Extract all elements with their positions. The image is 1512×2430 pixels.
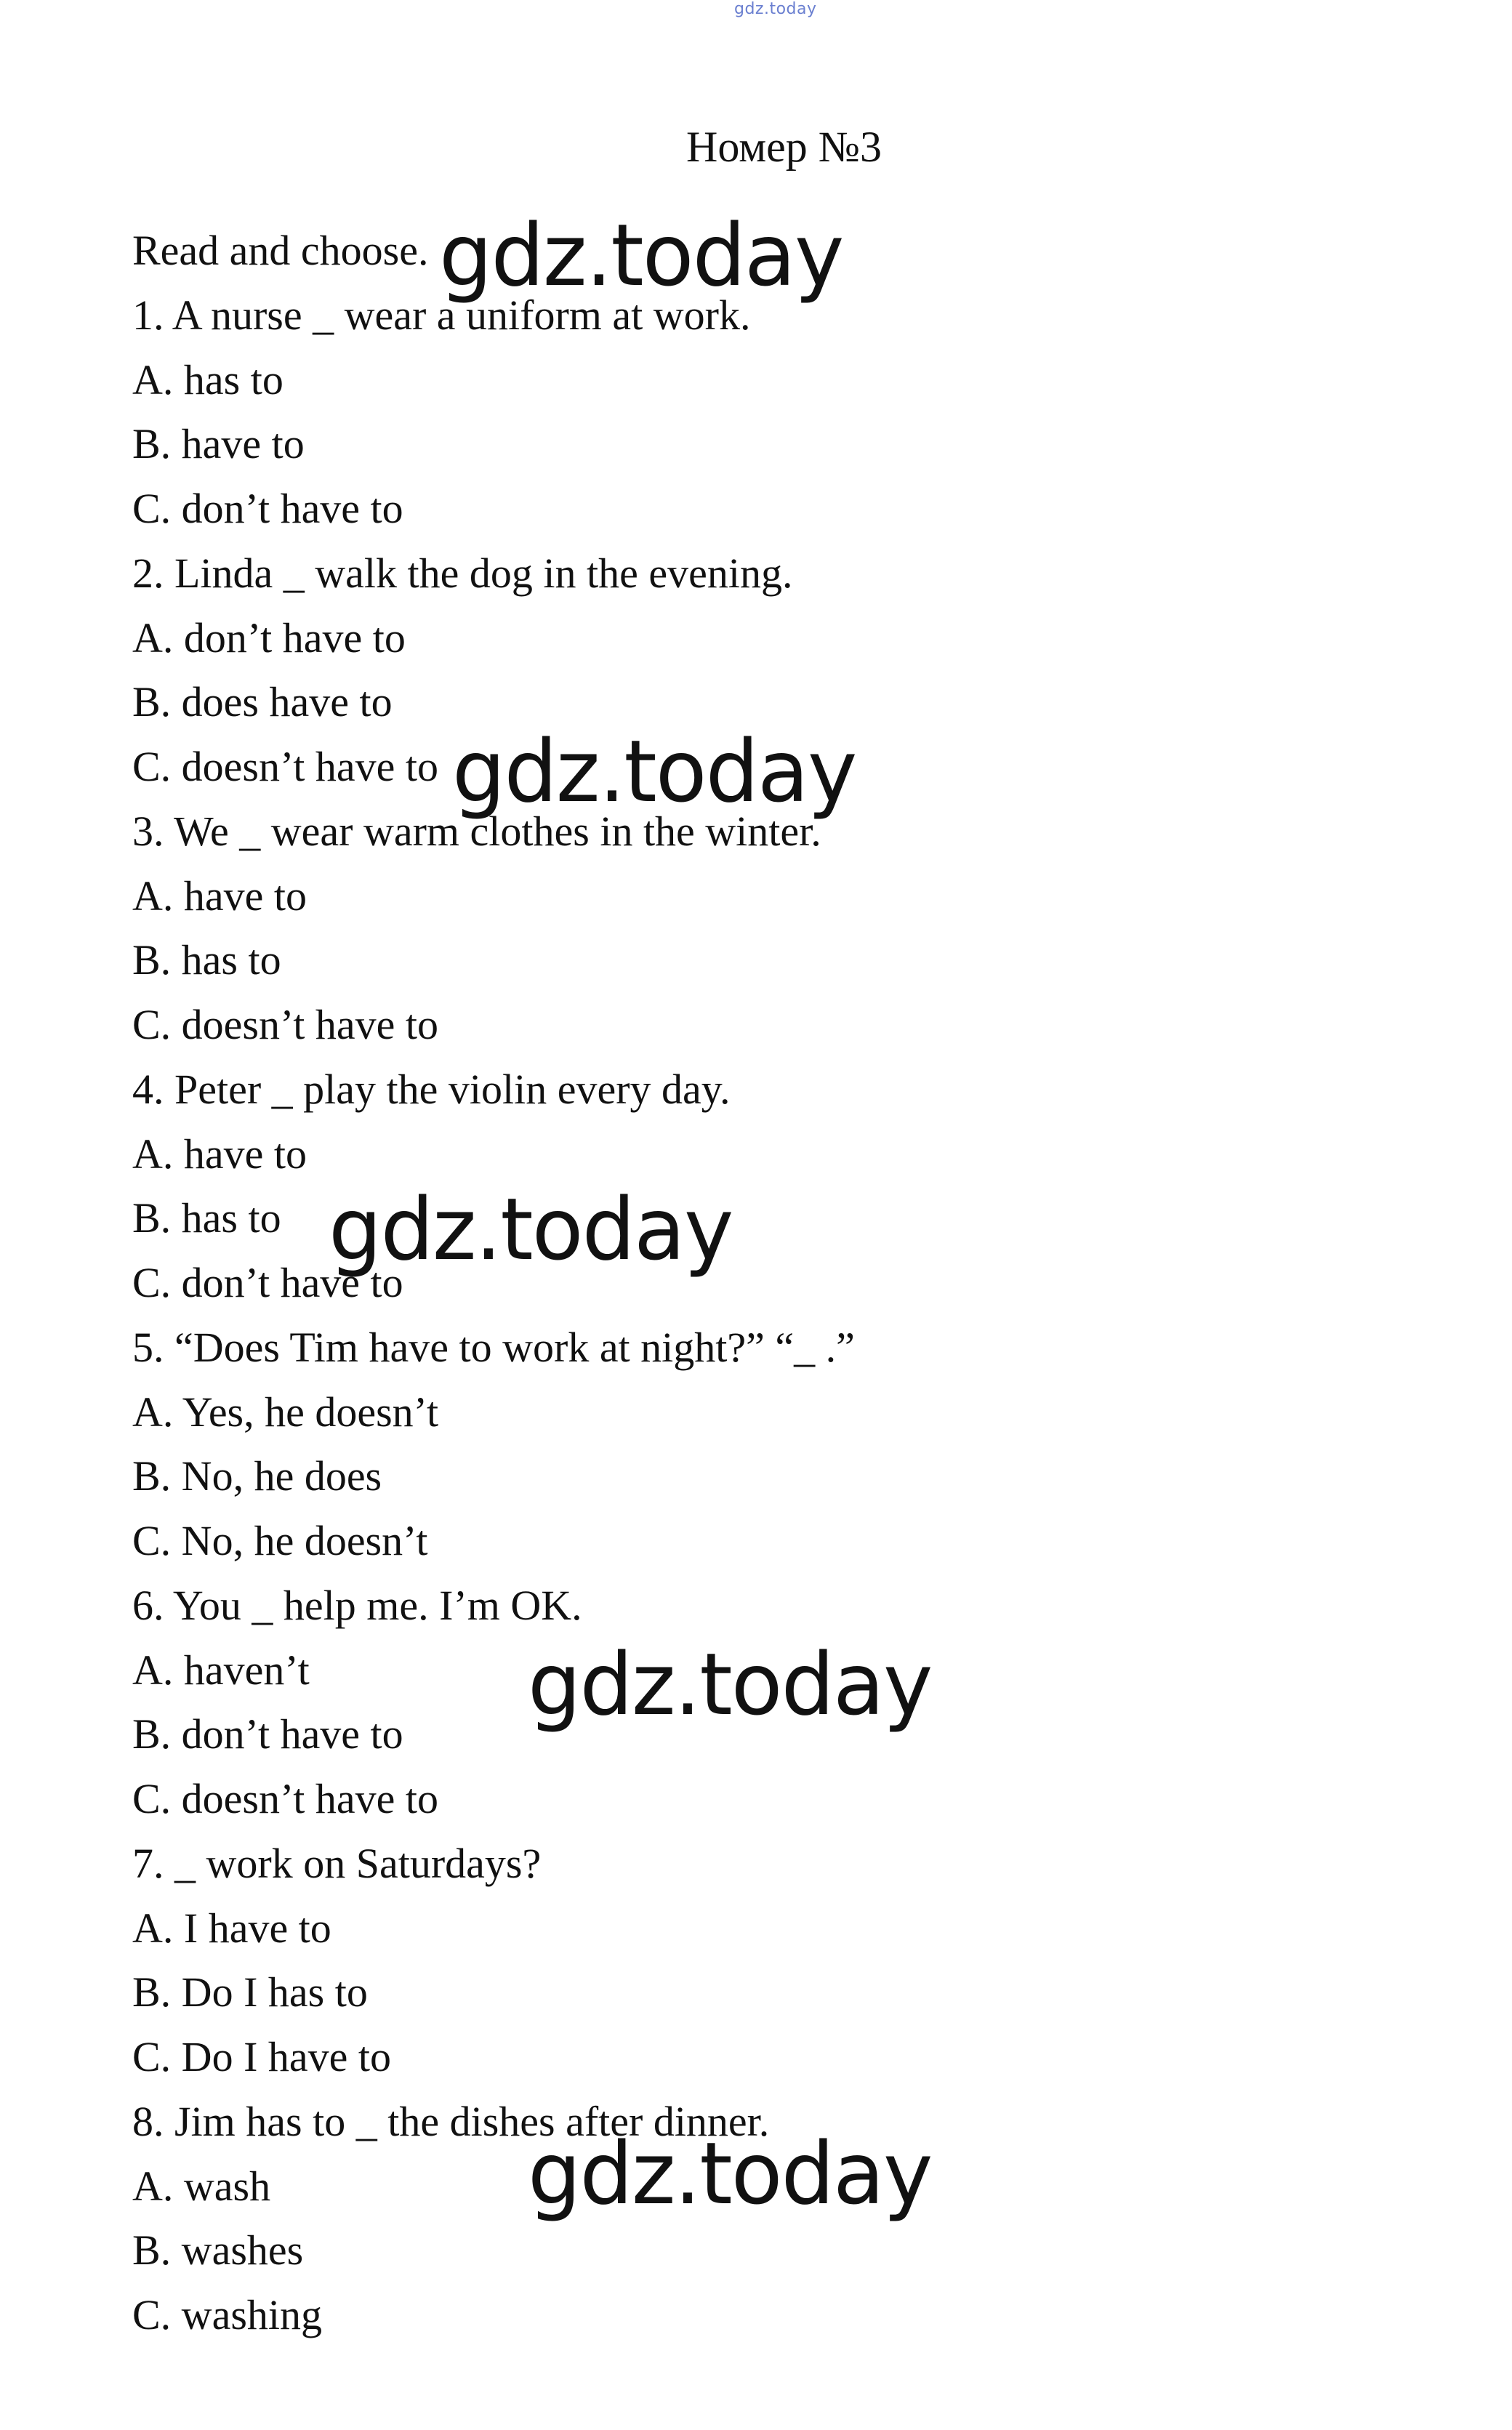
option-4a: A. have to	[132, 1130, 307, 1178]
option-8b: B. washes	[132, 2226, 304, 2274]
option-3a: A. have to	[132, 872, 307, 920]
option-6a: A. haven’t	[132, 1646, 310, 1694]
option-1b: B. have to	[132, 420, 305, 468]
watermark-text: gdz.today	[452, 721, 856, 821]
option-8a: A. wash	[132, 2162, 271, 2210]
question-6: 6. You _ help me. I’m OK.	[132, 1581, 582, 1629]
option-2c: C. doesn’t have to	[132, 743, 438, 790]
option-3c: C. doesn’t have to	[132, 1001, 438, 1048]
question-5: 5. “Does Tim have to work at night?” “_ .”	[132, 1323, 855, 1371]
option-2a: A. don’t have to	[132, 613, 406, 661]
option-6b: B. don’t have to	[132, 1710, 403, 1758]
option-5c: C. No, he doesn’t	[132, 1517, 428, 1564]
option-7a: A. I have to	[132, 1904, 331, 1952]
instruction: Read and choose.	[132, 227, 429, 274]
exercise-content	[132, 219, 1368, 2348]
option-7b: B. Do I has to	[132, 1968, 368, 2016]
option-4b: B. has to	[132, 1194, 281, 1242]
question-1: 1. A nurse _ wear a uniform at work.	[132, 291, 751, 339]
option-1c: C. don’t have to	[132, 485, 403, 532]
option-5a: A. Yes, he doesn’t	[132, 1388, 439, 1436]
watermark-text: gdz.today	[439, 205, 843, 305]
option-2b: B. does have to	[132, 678, 393, 726]
question-7: 7. _ work on Saturdays?	[132, 1839, 542, 1887]
option-4c: C. don’t have to	[132, 1259, 403, 1306]
site-watermark-small: gdz.today	[734, 0, 817, 18]
question-4: 4. Peter _ play the violin every day.	[132, 1065, 731, 1113]
watermark-text: gdz.today	[528, 1634, 932, 1734]
option-5b: B. No, he does	[132, 1452, 382, 1500]
option-8c: C. washing	[132, 2291, 322, 2338]
option-6c: C. doesn’t have to	[132, 1775, 438, 1822]
question-2: 2. Linda _ walk the dog in the evening.	[132, 549, 793, 597]
option-1a: A. has to	[132, 355, 284, 403]
watermark-text: gdz.today	[528, 2123, 932, 2224]
question-3: 3. We _ wear warm clothes in the winter.	[132, 807, 821, 855]
option-7c: C. Do I have to	[132, 2033, 391, 2080]
question-8: 8. Jim has to _ the dishes after dinner.	[132, 2097, 770, 2145]
page-title: Номер №3	[686, 123, 882, 171]
option-3b: B. has to	[132, 936, 281, 984]
watermark-text: gdz.today	[329, 1179, 733, 1279]
